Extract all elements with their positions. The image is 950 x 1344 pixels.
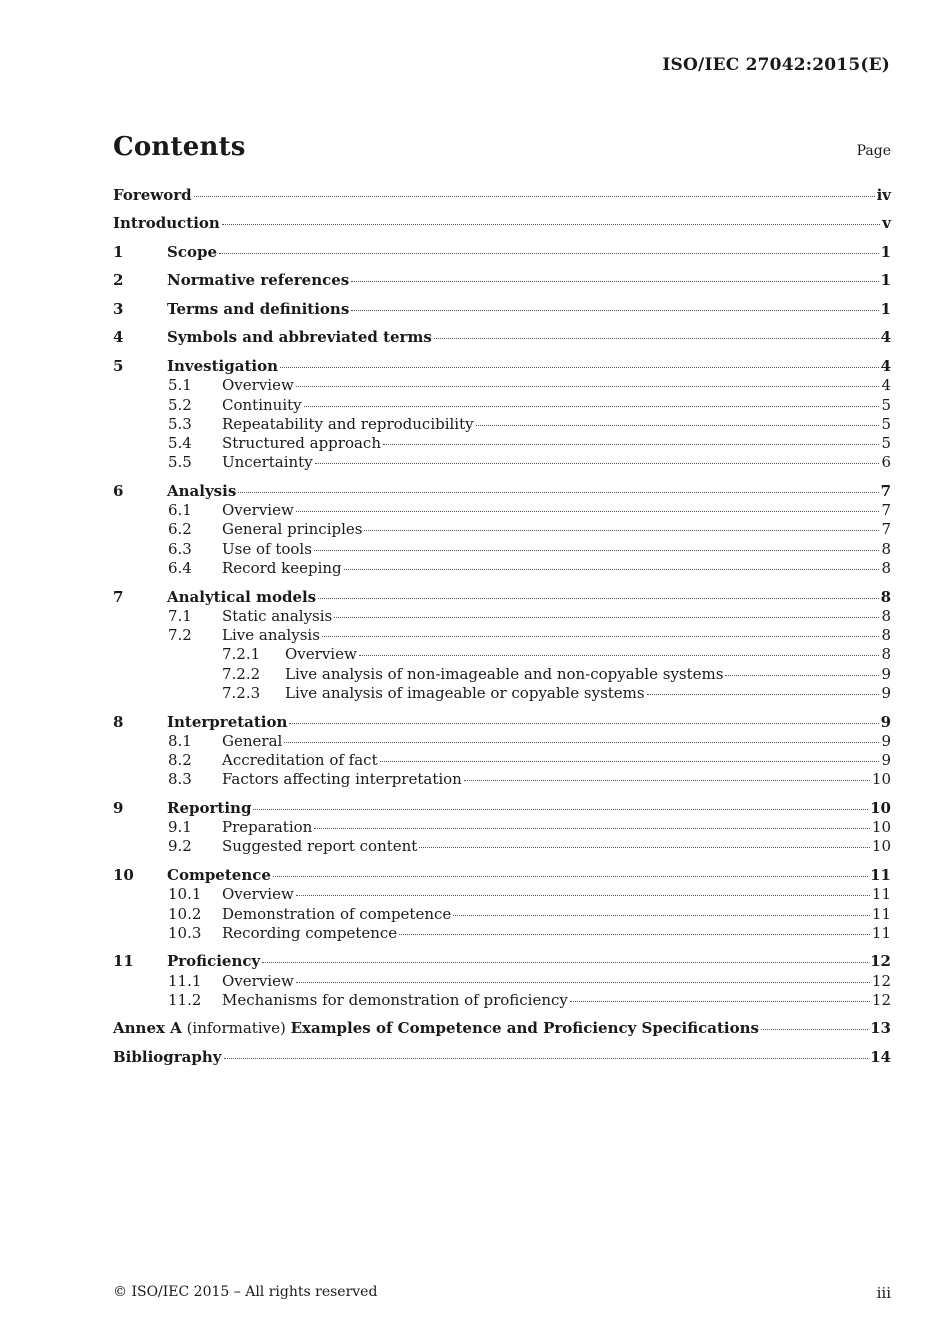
toc-entry-number: 6.3 bbox=[168, 539, 192, 558]
dot-leader bbox=[464, 779, 870, 781]
toc-entry-page: 11 bbox=[871, 923, 891, 942]
toc-entry[interactable] bbox=[113, 684, 891, 703]
dot-leader bbox=[296, 894, 870, 896]
dot-leader bbox=[296, 385, 880, 387]
dot-leader bbox=[280, 366, 879, 368]
table-of-contents bbox=[113, 186, 891, 1067]
dot-leader bbox=[315, 462, 880, 464]
toc-entry-number: 8.1 bbox=[168, 731, 192, 750]
toc-entry-page: 9 bbox=[881, 731, 891, 750]
toc-entry-page: 4 bbox=[881, 376, 891, 395]
toc-entry-title: Bibliography bbox=[113, 1047, 222, 1066]
toc-entry-title: Demonstration of competence bbox=[222, 904, 452, 923]
toc-entry[interactable] bbox=[113, 866, 891, 885]
toc-entry-number: 8 bbox=[113, 712, 124, 731]
dot-leader bbox=[359, 654, 880, 656]
toc-entry-title: Terms and definitions bbox=[167, 299, 350, 318]
toc-entry[interactable] bbox=[113, 588, 891, 607]
toc-entry-page: 8 bbox=[881, 539, 891, 558]
toc-entry-number: 3 bbox=[113, 299, 124, 318]
dot-leader bbox=[453, 914, 870, 916]
toc-entry[interactable] bbox=[113, 1048, 891, 1067]
toc-entry-page: 1 bbox=[880, 299, 891, 318]
toc-entry-page: 10 bbox=[871, 818, 891, 837]
toc-entry-title: Live analysis bbox=[222, 626, 320, 645]
toc-entry-number: 8.2 bbox=[168, 751, 192, 770]
toc-entry-title: Accreditation of fact bbox=[222, 751, 378, 770]
toc-entry-title: Proficiency bbox=[167, 952, 261, 971]
toc-entry-title: Live analysis of non-imageable and non-copyable systems bbox=[285, 664, 724, 683]
toc-entry[interactable] bbox=[113, 751, 891, 770]
toc-entry-title: Structured approach bbox=[222, 434, 381, 453]
toc-entry-page: 12 bbox=[871, 971, 891, 990]
toc-entry-number: 11 bbox=[113, 952, 134, 971]
copyright-notice: © ISO/IEC 2015 – All rights reserved bbox=[113, 1284, 378, 1300]
toc-entry[interactable] bbox=[113, 972, 891, 991]
toc-entry[interactable] bbox=[113, 645, 891, 664]
toc-entry-page: 11 bbox=[870, 865, 891, 884]
toc-entry-number: 9.1 bbox=[168, 818, 192, 837]
toc-entry-title: Foreword bbox=[113, 186, 192, 204]
toc-entry-page: 1 bbox=[880, 242, 891, 261]
toc-entry[interactable] bbox=[113, 501, 891, 520]
toc-entry[interactable] bbox=[113, 1019, 891, 1038]
toc-entry-title: Overview bbox=[285, 645, 357, 664]
toc-entry[interactable] bbox=[113, 770, 891, 789]
dot-leader bbox=[351, 280, 878, 282]
toc-entry-title: Live analysis of imageable or copyable systems bbox=[285, 684, 645, 703]
page-footer bbox=[113, 1284, 891, 1304]
toc-entry-page: 8 bbox=[881, 559, 891, 578]
toc-entry-page: 7 bbox=[881, 520, 891, 539]
toc-entry-title: Overview bbox=[222, 885, 294, 904]
dot-leader bbox=[570, 1000, 870, 1002]
toc-entry[interactable] bbox=[113, 626, 891, 645]
toc-entry-title: Overview bbox=[222, 971, 294, 990]
toc-entry-title: Symbols and abbreviated terms bbox=[167, 328, 432, 347]
toc-entry-title: Suggested report content bbox=[222, 837, 418, 856]
toc-entry[interactable] bbox=[113, 607, 891, 626]
document-id: ISO/IEC 27042:2015(E) bbox=[662, 55, 890, 75]
dot-leader bbox=[761, 1028, 868, 1030]
dot-leader bbox=[314, 549, 880, 551]
dot-leader bbox=[253, 808, 868, 810]
toc-entry-number: 8.3 bbox=[168, 770, 192, 789]
toc-entry-number: 9.2 bbox=[168, 837, 192, 856]
dot-leader bbox=[318, 597, 878, 599]
toc-entry-number: 10 bbox=[113, 865, 134, 884]
toc-entry-title: Overview bbox=[222, 376, 294, 395]
toc-entry-title: Reporting bbox=[167, 798, 252, 817]
toc-entry-number: 6.4 bbox=[168, 559, 192, 578]
toc-entry-page: 12 bbox=[871, 990, 891, 1009]
toc-entry[interactable] bbox=[113, 434, 891, 453]
toc-entry[interactable] bbox=[113, 243, 891, 262]
toc-entry[interactable] bbox=[113, 300, 891, 319]
toc-entry-page: 4 bbox=[880, 328, 891, 347]
dot-leader bbox=[289, 722, 878, 724]
dot-leader bbox=[273, 875, 868, 877]
toc-entry[interactable] bbox=[113, 799, 891, 818]
toc-entry-number: 9 bbox=[113, 798, 124, 817]
toc-entry-page: 9 bbox=[881, 684, 891, 703]
dot-leader bbox=[194, 195, 875, 197]
dot-leader bbox=[304, 405, 880, 407]
toc-entry[interactable] bbox=[113, 924, 891, 943]
toc-entry-title: Record keeping bbox=[222, 559, 342, 578]
toc-entry-page: 10 bbox=[871, 770, 891, 789]
toc-entry-number: 5.4 bbox=[168, 434, 192, 453]
toc-entry-number: 6 bbox=[113, 481, 124, 500]
toc-entry-page: iv bbox=[876, 186, 891, 204]
toc-entry-title: Annex A (informative) Examples of Competence and Proficiency Specifications bbox=[113, 1019, 759, 1038]
toc-entry-number: 5.3 bbox=[168, 414, 192, 433]
toc-entry-number: 4 bbox=[113, 328, 124, 347]
toc-entry-page: 9 bbox=[881, 664, 891, 683]
dot-leader bbox=[380, 760, 880, 762]
toc-entry[interactable] bbox=[113, 885, 891, 904]
toc-entry-number: 1 bbox=[113, 242, 124, 261]
toc-entry-title: Continuity bbox=[222, 395, 302, 414]
toc-entry-page: 10 bbox=[871, 837, 891, 856]
toc-entry-number: 6.1 bbox=[168, 501, 192, 520]
dot-leader bbox=[334, 616, 879, 618]
annex-subtitle: Examples of Competence and Proficiency Specifications bbox=[290, 1019, 759, 1038]
toc-entry-title: Analysis bbox=[167, 481, 237, 500]
toc-entry-page: 5 bbox=[881, 434, 891, 453]
dot-leader bbox=[351, 309, 878, 311]
toc-entry-title: Analytical models bbox=[167, 587, 317, 606]
toc-entry-number: 11.1 bbox=[168, 971, 202, 990]
page-number: iii bbox=[876, 1284, 891, 1302]
page-column-label: Page bbox=[856, 143, 891, 159]
contents-heading-row bbox=[113, 132, 891, 168]
toc-entry-page: 8 bbox=[881, 606, 891, 625]
toc-entry-number: 11.2 bbox=[168, 990, 202, 1009]
dot-leader bbox=[364, 529, 879, 531]
toc-entry-number: 5.5 bbox=[168, 453, 192, 472]
toc-entry-title: Use of tools bbox=[222, 539, 312, 558]
toc-entry-title: General bbox=[222, 731, 283, 750]
toc-entry[interactable] bbox=[113, 732, 891, 751]
toc-entry-page: 8 bbox=[881, 645, 891, 664]
dot-leader bbox=[434, 337, 879, 339]
toc-entry-number: 2 bbox=[113, 271, 124, 290]
toc-entry-page: 14 bbox=[870, 1047, 891, 1066]
toc-entry-page: 11 bbox=[871, 885, 891, 904]
toc-entry-title: Recording competence bbox=[222, 923, 398, 942]
toc-entry-page: 8 bbox=[881, 626, 891, 645]
toc-entry-number: 7 bbox=[113, 587, 124, 606]
toc-entry-title: Investigation bbox=[167, 356, 278, 375]
toc-entry-title: Factors affecting interpretation bbox=[222, 770, 462, 789]
toc-entry-number: 5.2 bbox=[168, 395, 192, 414]
toc-entry-title: Static analysis bbox=[222, 606, 333, 625]
toc-entry-page: 7 bbox=[881, 501, 891, 520]
toc-entry-number: 5 bbox=[113, 356, 124, 375]
toc-entry-title: General principles bbox=[222, 520, 363, 539]
toc-entry-number: 10.1 bbox=[168, 885, 202, 904]
dot-leader bbox=[222, 223, 880, 225]
toc-entry-page: 1 bbox=[880, 271, 891, 290]
toc-entry-number: 7.2.1 bbox=[222, 645, 261, 664]
toc-entry-page: 9 bbox=[880, 712, 891, 731]
toc-entry-page: v bbox=[882, 214, 891, 233]
toc-entry[interactable] bbox=[113, 415, 891, 434]
toc-entry-title: Normative references bbox=[167, 271, 350, 290]
dot-leader bbox=[296, 510, 880, 512]
toc-entry-title: Competence bbox=[167, 865, 271, 884]
annex-note: (informative) bbox=[181, 1019, 291, 1038]
dot-leader bbox=[224, 1057, 869, 1059]
toc-entry-page: 7 bbox=[880, 481, 891, 500]
toc-entry-title: Repeatability and reproducibility bbox=[222, 414, 474, 433]
toc-entry-page: 13 bbox=[870, 1019, 891, 1038]
toc-entry-page: 10 bbox=[870, 798, 891, 817]
toc-entry-number: 7.2.2 bbox=[222, 664, 261, 683]
toc-entry-title: Scope bbox=[167, 242, 218, 261]
page-title: Contents bbox=[113, 132, 246, 162]
dot-leader bbox=[284, 741, 879, 743]
dot-leader bbox=[238, 491, 878, 493]
toc-entry[interactable] bbox=[113, 453, 891, 472]
dot-leader bbox=[383, 443, 879, 445]
toc-entry[interactable] bbox=[113, 396, 891, 415]
toc-entry-page: 11 bbox=[871, 904, 891, 923]
toc-entry-number: 6.2 bbox=[168, 520, 192, 539]
toc-entry-page: 12 bbox=[870, 952, 891, 971]
dot-leader bbox=[647, 693, 880, 695]
dot-leader bbox=[219, 252, 879, 254]
dot-leader bbox=[399, 933, 870, 935]
toc-entry[interactable] bbox=[113, 214, 891, 233]
toc-entry[interactable] bbox=[113, 186, 891, 205]
toc-entry-number: 10.3 bbox=[168, 923, 202, 942]
toc-entry-title: Mechanisms for demonstration of proficiency bbox=[222, 990, 568, 1009]
toc-entry-title: Introduction bbox=[113, 214, 220, 233]
toc-entry[interactable] bbox=[113, 713, 891, 732]
toc-entry-page: 9 bbox=[881, 751, 891, 770]
toc-entry-page: 5 bbox=[881, 395, 891, 414]
toc-entry-title: Uncertainty bbox=[222, 453, 313, 472]
toc-entry-number: 7.2 bbox=[168, 626, 192, 645]
toc-entry[interactable] bbox=[113, 905, 891, 924]
toc-entry[interactable] bbox=[113, 271, 891, 290]
toc-entry[interactable] bbox=[113, 559, 891, 578]
toc-entry-page: 8 bbox=[880, 587, 891, 606]
toc-entry-title: Overview bbox=[222, 501, 294, 520]
toc-entry-number: 5.1 bbox=[168, 376, 192, 395]
toc-entry[interactable] bbox=[113, 665, 891, 684]
dot-leader bbox=[419, 846, 870, 848]
toc-entry[interactable] bbox=[113, 540, 891, 559]
toc-entry[interactable] bbox=[113, 991, 891, 1010]
dot-leader bbox=[344, 568, 880, 570]
toc-entry-page: 6 bbox=[881, 453, 891, 472]
toc-entry-number: 7.1 bbox=[168, 606, 192, 625]
toc-entry[interactable] bbox=[113, 357, 891, 376]
dot-leader bbox=[322, 635, 880, 637]
toc-entry[interactable] bbox=[113, 482, 891, 501]
dot-leader bbox=[314, 827, 870, 829]
toc-entry-title: Interpretation bbox=[167, 712, 288, 731]
toc-entry[interactable] bbox=[113, 520, 891, 539]
toc-entry-title: Preparation bbox=[222, 818, 313, 837]
dot-leader bbox=[725, 674, 879, 676]
toc-entry[interactable] bbox=[113, 376, 891, 395]
dot-leader bbox=[262, 961, 868, 963]
toc-entry-page: 5 bbox=[881, 414, 891, 433]
toc-entry[interactable] bbox=[113, 818, 891, 837]
toc-entry-number: 10.2 bbox=[168, 904, 202, 923]
dot-leader bbox=[476, 424, 880, 426]
toc-entry[interactable] bbox=[113, 837, 891, 856]
toc-entry[interactable] bbox=[113, 952, 891, 971]
toc-entry-page: 4 bbox=[880, 356, 891, 375]
toc-entry-number: 7.2.3 bbox=[222, 684, 261, 703]
dot-leader bbox=[296, 981, 870, 983]
toc-entry[interactable] bbox=[113, 328, 891, 347]
